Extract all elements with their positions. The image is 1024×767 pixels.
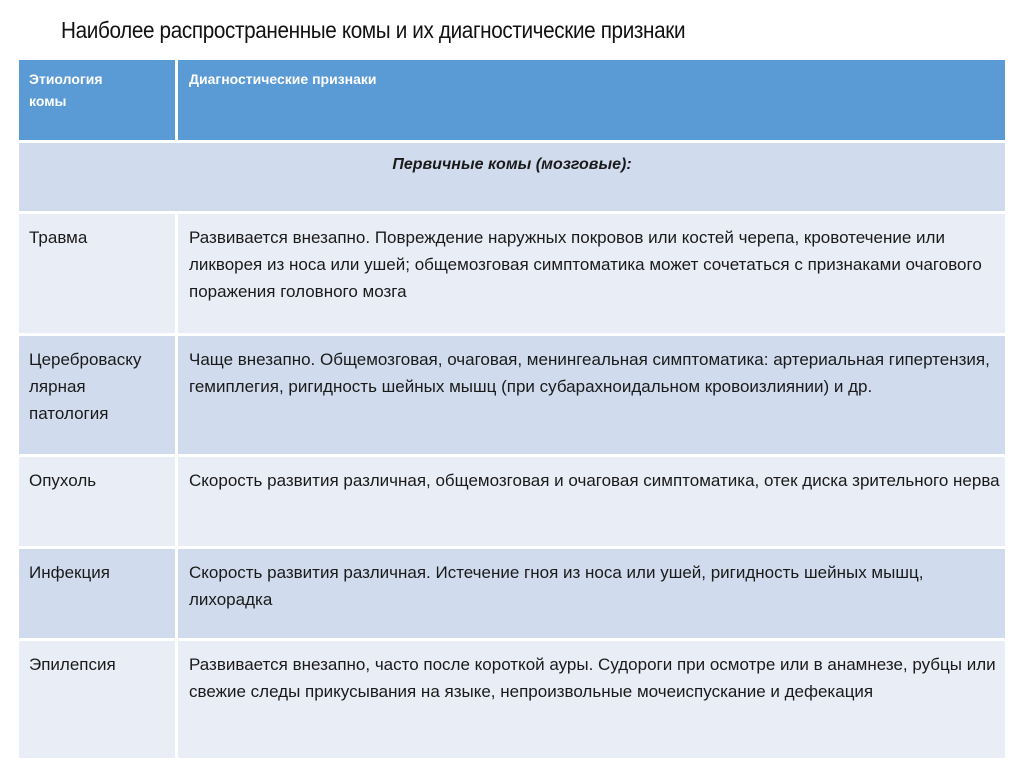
header-etiology (19, 60, 178, 140)
etiology-line: Цереброваску (29, 350, 142, 369)
etiology-cell (19, 336, 178, 454)
header-etiology-line: комы (29, 93, 67, 109)
coma-table (19, 60, 1005, 758)
table-row (19, 457, 1005, 549)
table-row (19, 214, 1005, 336)
section-title: Первичные комы (мозговые): (392, 156, 632, 173)
header-etiology-line: Этиология (29, 71, 103, 87)
table-row (19, 336, 1005, 457)
signs-cell: Развивается внезапно, часто после короткой ауры. Судороги при осмотре или в анамнезе, рубцы или свежие следы прикусывания на языке, непроизвольные мочеиспускание и дефекация (189, 655, 996, 701)
etiology-line: патология (29, 404, 109, 423)
etiology-cell: Опухоль (19, 457, 178, 546)
section-row (19, 143, 1005, 214)
etiology-cell: Инфекция (19, 549, 178, 638)
signs-cell: Развивается внезапно. Повреждение наружных покровов или костей черепа, кровотечение или ликворея из носа или ушей; общемозговая симптоматика может сочетаться с признаками очагового поражения головного мозга (189, 228, 982, 301)
header-signs: Диагностические признаки (189, 71, 377, 87)
slide-title: Наиболее распространенные комы и их диагностические признаки (61, 17, 686, 43)
signs-cell: Скорость развития различная, общемозговая и очаговая симптоматика, отек диска зрительного нерва (189, 471, 1000, 490)
signs-cell: Скорость развития различная. Истечение гноя из носа или ушей, ригидность шейных мышц, лихорадка (189, 563, 924, 609)
table-header-row (19, 60, 1005, 143)
table-row (19, 641, 1005, 758)
signs-cell: Чаще внезапно. Общемозговая, очаговая, менингеальная симптоматика: артериальная гипертензия, гемиплегия, ригидность шейных мышц (при субарахноидальном кровоизлиянии) и др. (189, 350, 990, 396)
etiology-cell: Травма (19, 214, 178, 333)
table-row (19, 549, 1005, 641)
etiology-cell: Эпилепсия (19, 641, 178, 758)
etiology-line: лярная (29, 377, 86, 396)
